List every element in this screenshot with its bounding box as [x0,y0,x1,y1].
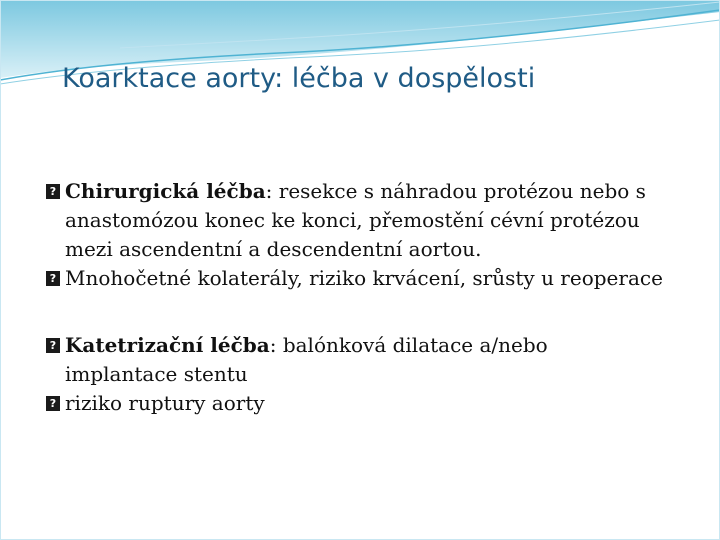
bullet-placeholder-icon: ? [46,338,60,353]
item-text: : balónková dilatace a/nebo implantace stentu [65,333,548,386]
bullet-item-surgical [46,177,666,264]
bullet-placeholder-icon: ? [46,396,60,411]
item-heading: Chirurgická léčba [65,179,266,203]
item-text: riziko ruptury aorty [65,391,265,415]
bullet-item-catheter [46,331,666,389]
bullet-placeholder-icon: ? [46,184,60,199]
item-text: Mnohočetné kolaterály, riziko krvácení, srůsty u reoperace [65,266,663,290]
slide-body [46,177,666,418]
item-heading: Katetrizační léčba [65,333,270,357]
slide-title: Koarktace aorty: léčba v dospělosti [62,63,536,94]
item-text: : resekce s náhradou protézou nebo s anastomózou konec ke konci, přemostění cévní protézou mezi ascendentní a descendentní aortou. [65,179,646,261]
bullet-placeholder-icon: ? [46,271,60,286]
bullet-item-collaterals [46,264,666,293]
bullet-item-rupture-risk [46,389,666,418]
